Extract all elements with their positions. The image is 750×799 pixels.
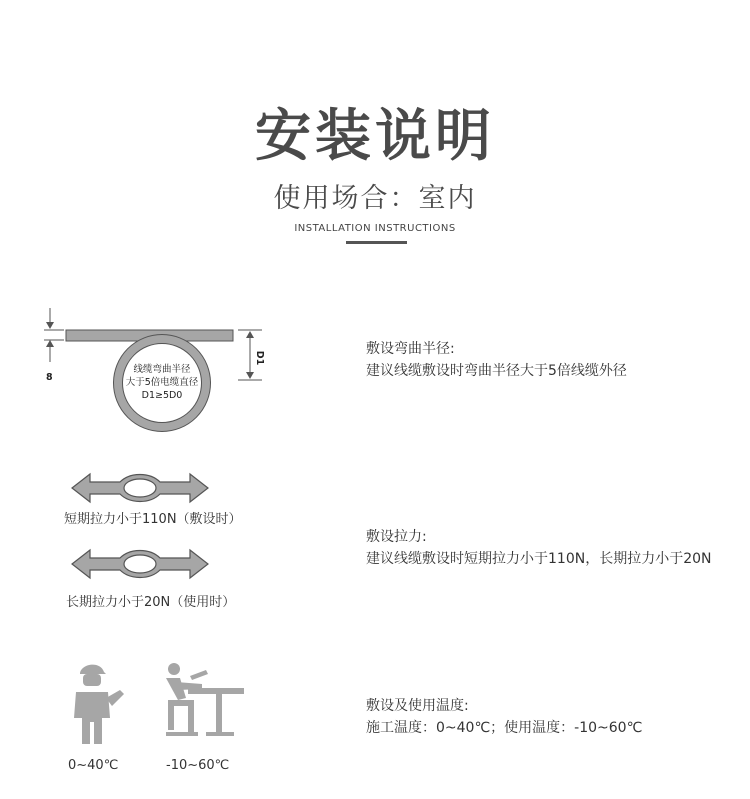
thickness-arrowhead-bottom	[46, 340, 54, 347]
long-tension-arrow-icon	[70, 544, 210, 584]
tension-text: 建议线缆敷设时短期拉力小于110N，长期拉力小于20N	[366, 551, 712, 567]
worker-temp-caption: 0~40℃	[68, 758, 119, 773]
page-subtitle: 使用场合：室内	[273, 183, 477, 214]
page-subtitle-english: INSTALLATION INSTRUCTIONS	[294, 223, 456, 234]
diagram-text-line3: D1≥5D0	[141, 390, 183, 401]
short-tension-arrow-icon	[70, 468, 210, 508]
seated-user-icon	[162, 660, 246, 740]
bend-heading: 敷设弯曲半径:	[366, 341, 455, 357]
thickness-arrowhead-top	[46, 322, 54, 329]
diagram-text-line1: 线缆弯曲半径	[133, 364, 191, 375]
worker-icon	[68, 660, 128, 746]
tension-heading: 敷设拉力:	[366, 529, 427, 545]
long-tension-caption: 长期拉力小于20N（使用时）	[66, 595, 236, 610]
d1-label: D1	[254, 350, 265, 366]
short-tension-caption: 短期拉力小于110N（敷设时）	[64, 512, 242, 527]
page-title: 安装说明	[255, 104, 495, 169]
bend-radius-diagram	[30, 300, 280, 440]
title-underline	[346, 241, 407, 244]
bend-text: 建议线缆敷设时弯曲半径大于5倍线缆外径	[366, 363, 627, 379]
user-temp-caption: -10~60℃	[166, 758, 230, 773]
temperature-heading: 敷设及使用温度:	[366, 698, 469, 714]
temperature-text: 施工温度：0~40℃；使用温度：-10~60℃	[366, 720, 643, 736]
diagram-text-line2: 大于5倍电缆直径	[125, 377, 199, 388]
thickness-label: 8	[46, 372, 53, 383]
